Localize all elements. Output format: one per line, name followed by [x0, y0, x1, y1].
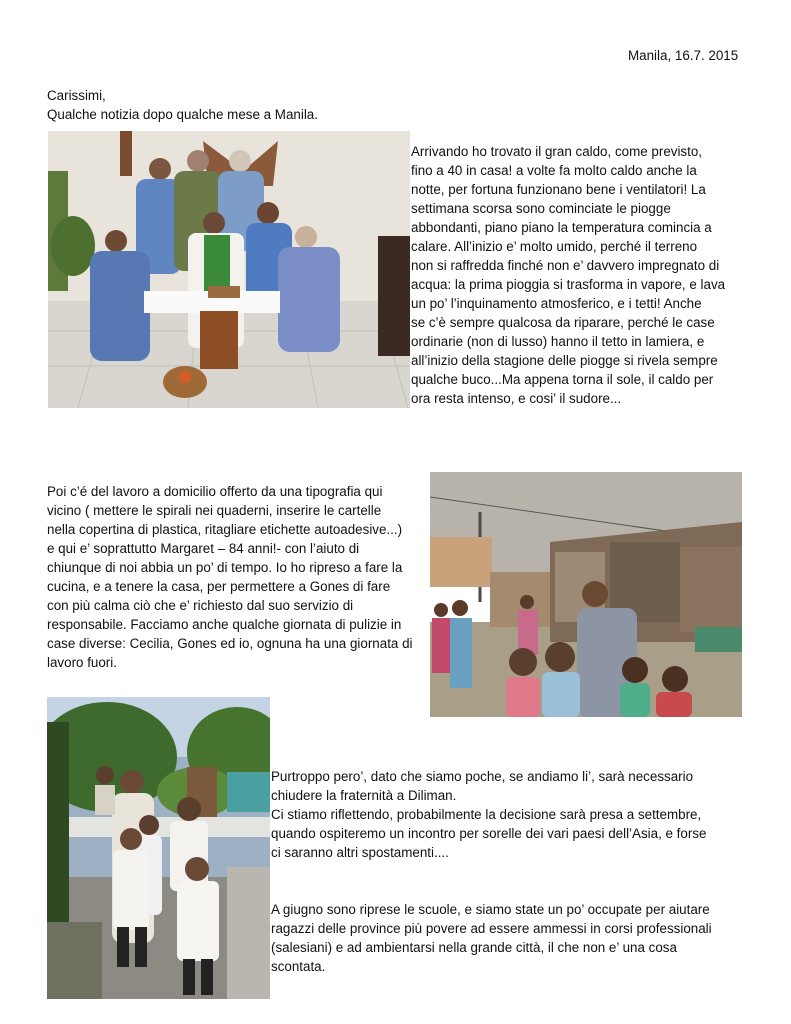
- text-line: ordinarie (non di lusso) hanno il tetto in lamiera, e: [411, 334, 705, 349]
- letter-date: [628, 46, 738, 65]
- text-line: e qui e’ soprattutto Margaret – 84 anni!- con l’aiuto di: [47, 541, 360, 556]
- text-line: un po’ l’inquinamento atmosferico, e i tetti! Anche: [411, 296, 702, 311]
- text-line: A giugno sono riprese le scuole, e siamo state un po’ occupate per aiutare: [271, 902, 710, 917]
- text-line: all’inizio della stagione delle piogge si rivela sempre: [411, 353, 718, 368]
- text-line: non si raffredda finché non e’ davvero impregnato di: [411, 258, 720, 273]
- text-line: chiudere la fraternità a Diliman.: [271, 788, 457, 803]
- text-line: settimana scorsa sono cominciate le piogge: [411, 201, 671, 216]
- text-line: nella copertina di plastica, ritagliare etichette autoadesive...): [47, 522, 403, 537]
- text-line: vicino ( mettere le spirali nei quaderni, inserire le cartelle: [47, 503, 382, 518]
- text-line: Poi c’é del lavoro a domicilio offerto da una tipografia qui: [47, 484, 383, 499]
- text-line: acqua: la prima pioggia si trasforma in vapore, e lava: [411, 277, 726, 292]
- photo-chapel-group: [48, 131, 410, 408]
- text-line: ragazzi delle province più povere ad essere ammessi in corsi professionali: [271, 921, 712, 936]
- text-line: Manila, 16.7. 2015: [628, 48, 739, 63]
- text-line: chiunque di noi abbia un po’ di tempo. Io ho ripreso a fare la: [47, 560, 403, 575]
- paragraph-work: [47, 482, 413, 672]
- text-line: qualche buco...Ma appena torna il sole, il caldo per: [411, 372, 714, 387]
- text-line: fino a 40 in casa! a volte fa molto caldo anche la: [411, 163, 697, 178]
- text-line: calare. All’inizio e’ molto umido, perché il terreno: [411, 239, 698, 254]
- photo-family-outdoor: [47, 697, 270, 999]
- text-line: case diverse: Cecilia, Gones ed io, ognuna ha una giornata di: [47, 636, 413, 651]
- paragraph-diliman: [271, 767, 706, 862]
- text-line: scontata.: [271, 959, 326, 974]
- letter-opening: [47, 86, 318, 124]
- photo-street-children: [430, 472, 742, 717]
- text-line: se c’è sempre qualcosa da riparare, perché le case: [411, 315, 715, 330]
- text-line: quando ospiteremo un incontro per sorelle dei vari paesi dell’Asia, e forse: [271, 826, 707, 841]
- text-line: Arrivando ho trovato il gran caldo, come previsto,: [411, 144, 703, 159]
- text-line: Ci stiamo riflettendo, probabilmente la decisione sarà presa a settembre,: [271, 807, 702, 822]
- text-line: lavoro fuori.: [47, 655, 117, 670]
- text-line: responsabile. Facciamo anche qualche giornata di pulizie in: [47, 617, 402, 632]
- intro-line: Qualche notizia dopo qualche mese a Manila.: [47, 107, 318, 122]
- text-line: ora resta intenso, e cosi’ il sudore...: [411, 391, 622, 406]
- salutation: Carissimi,: [47, 88, 106, 103]
- text-line: notte, per fortuna funzionano bene i ventilatori! La: [411, 182, 706, 197]
- text-line: Purtroppo pero’, dato che siamo poche, se andiamo li’, sarà necessario: [271, 769, 694, 784]
- paragraph-schools: [271, 900, 712, 976]
- text-line: cucina, e a tenere la casa, per permettere a Gones di fare: [47, 579, 391, 594]
- text-line: abbondanti, piano piano la temperatura comincia a: [411, 220, 712, 235]
- text-line: con più calma ciò che e’ richiesto dal suo servizio di: [47, 598, 354, 613]
- paragraph-weather: [411, 142, 725, 408]
- text-line: ci saranno altri spostamenti....: [271, 845, 449, 860]
- text-line: (salesiani) e ad ambientarsi nella grande città, il che non e’ una cosa: [271, 940, 677, 955]
